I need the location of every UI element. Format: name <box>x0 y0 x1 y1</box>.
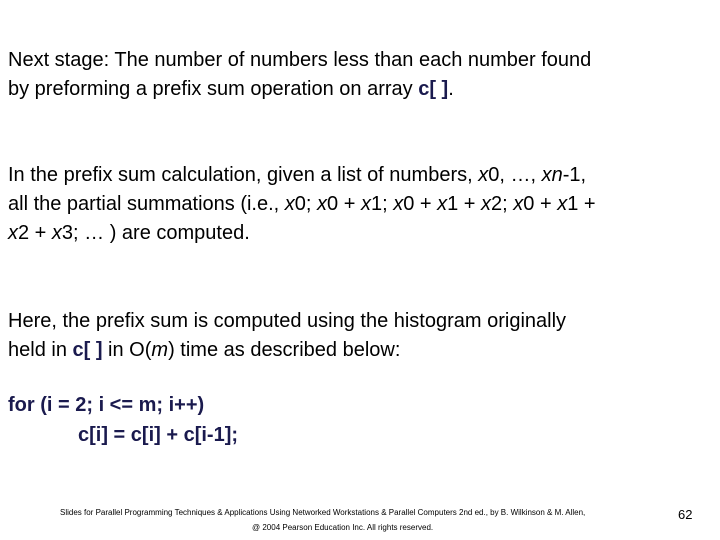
p2-var: x <box>317 193 328 215</box>
p2-var: x <box>8 222 18 244</box>
p3-var: m <box>151 339 169 361</box>
array-c-code: c[ ] <box>418 78 449 100</box>
paragraph1-line1: Next stage: The number of numbers less than each number found <box>8 49 592 71</box>
p3-text: held in <box>8 339 73 361</box>
p2-text: 1 + <box>447 193 482 215</box>
p2-var: x <box>360 193 371 215</box>
p2-text: 2; <box>491 193 514 215</box>
paragraph-histogram-method <box>8 307 566 365</box>
p2-text: 0 + <box>523 193 558 215</box>
p2-var: n <box>551 164 563 186</box>
p2-var: x <box>513 193 524 215</box>
p2-var: x <box>51 222 62 244</box>
p2-var: x <box>557 193 568 215</box>
footer-copyright: @ 2004 Pearson Education Inc. All rights reserved. <box>252 523 434 532</box>
paragraph-prefix-sum-definition <box>8 161 596 248</box>
p2-text: 0 + <box>327 193 361 215</box>
p2-text: 0 + <box>403 193 438 215</box>
p2-text: all the partial summations (i.e., <box>8 193 285 215</box>
footer-citation: Slides for Parallel Programming Techniques & Applications Using Networked Workstations & Parallel Computers 2nd ed., by B. Wilkinson & M. Allen, <box>60 508 586 517</box>
p3-text: ) time as described below: <box>168 339 401 361</box>
array-c-code: c[ ] <box>72 339 103 361</box>
p2-text: 3; … ) are computed. <box>61 222 250 244</box>
p2-var: x <box>478 164 489 186</box>
p2-text: 1; <box>370 193 394 215</box>
p2-text: -1, <box>562 164 587 186</box>
paragraph-prefix-sum-intro <box>8 46 591 104</box>
p2-text: 0; <box>294 193 318 215</box>
p2-var: x <box>541 164 552 186</box>
paragraph3-line1: Here, the prefix sum is computed using the histogram originally <box>8 310 567 332</box>
p2-var: x <box>437 193 448 215</box>
p2-text: 1 + <box>567 193 596 215</box>
p2-var: x <box>481 193 492 215</box>
p2-text: , …, <box>499 164 542 186</box>
paragraph1-line2-end: . <box>448 78 454 100</box>
p3-text: in O( <box>102 339 152 361</box>
p2-var: x <box>393 193 404 215</box>
p2-var: x <box>284 193 295 215</box>
paragraph1-line2-text: by preforming a prefix sum operation on array <box>8 78 419 100</box>
p2-text: 2 + <box>18 222 52 244</box>
code-loop-body: c[i] = c[i] + c[i-1]; <box>78 424 239 446</box>
page-number: 62 <box>678 507 693 522</box>
code-for-loop-header: for (i = 2; i <= m; i++) <box>8 394 205 416</box>
p2-text: 0 <box>488 164 500 186</box>
p2-text: In the prefix sum calculation, given a list of numbers, <box>8 164 479 186</box>
